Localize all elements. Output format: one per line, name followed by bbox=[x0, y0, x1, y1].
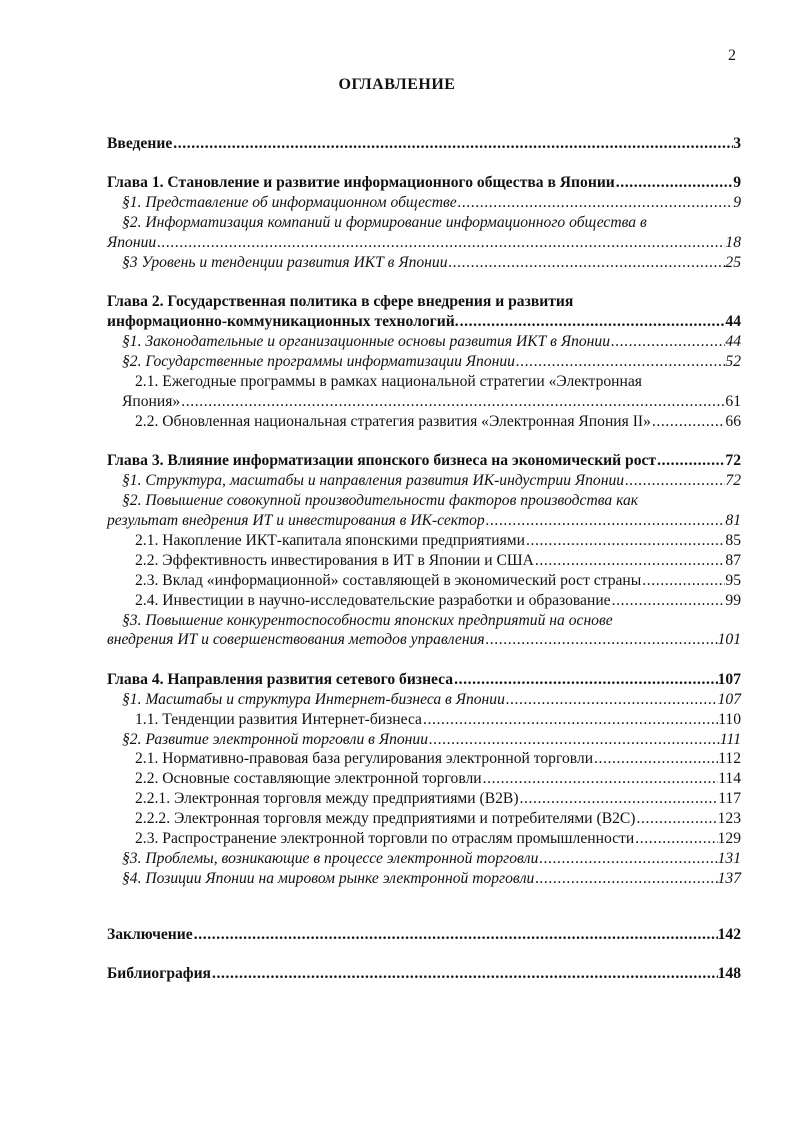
dot-leader bbox=[428, 730, 720, 750]
toc-entry-title: §3. Повышение конкурентоспособности японских предприятий на основе bbox=[122, 611, 613, 629]
toc-page-number: 52 bbox=[725, 353, 741, 371]
toc-page-number: 117 bbox=[718, 790, 741, 808]
toc-section bbox=[107, 670, 741, 889]
dot-leader bbox=[519, 789, 719, 809]
toc-page-number: 137 bbox=[717, 869, 741, 887]
toc-entry-title: внедрения ИТ и совершенствования методов управления bbox=[107, 631, 485, 649]
toc-page-number: 95 bbox=[725, 571, 741, 589]
dot-leader bbox=[482, 769, 719, 789]
toc-section bbox=[107, 292, 741, 431]
dot-leader bbox=[634, 829, 717, 849]
toc-subsection-entry[interactable] bbox=[107, 551, 741, 571]
dot-leader bbox=[453, 670, 718, 690]
dot-leader bbox=[459, 312, 726, 332]
toc-subsection-entry[interactable] bbox=[107, 412, 741, 432]
toc-subsection-entry[interactable] bbox=[107, 829, 741, 849]
toc-entry-title: информационно-коммуникационных технологий. bbox=[107, 313, 459, 331]
dot-leader bbox=[656, 451, 725, 471]
toc-entry-title: §2. Развитие электронной торговли в Японии bbox=[122, 730, 428, 748]
dot-leader bbox=[515, 352, 725, 372]
toc-section bbox=[107, 134, 741, 154]
toc-entry-title: §1. Масштабы и структура Интернет-бизнеса в Японии bbox=[122, 690, 505, 708]
toc-entry-title: Библиография bbox=[107, 965, 211, 983]
toc-entry-title: 2.2. Обновленная национальная стратегия развития «Электронная Япония II» bbox=[135, 412, 651, 430]
toc-subsection-entry[interactable] bbox=[107, 491, 741, 531]
toc-entry-title: §3. Проблемы, возникающие в процессе электронной торговли bbox=[122, 850, 539, 867]
toc-page-number: 142 bbox=[717, 925, 741, 943]
page-title: ОГЛАВЛЕНИЕ bbox=[338, 76, 456, 93]
toc-entry-title: 1.1. Тенденции развития Интернет-бизнеса bbox=[135, 710, 422, 728]
toc-chapter-entry[interactable] bbox=[107, 964, 741, 984]
toc-page-number: 44 bbox=[725, 313, 741, 331]
dot-leader bbox=[422, 710, 718, 730]
toc-page-number: 114 bbox=[718, 770, 741, 788]
toc-entry-title: §4. Позиции Японии на мировом рынке электронной торговли bbox=[122, 869, 535, 887]
toc-page-number: 72 bbox=[725, 472, 741, 490]
toc-subsection-entry[interactable] bbox=[107, 690, 741, 710]
dot-leader bbox=[193, 925, 718, 945]
table-of-contents bbox=[107, 134, 741, 1004]
toc-entry-title: 2.2.2. Электронная торговля между предприятиями и потребителями (B2C) bbox=[135, 810, 636, 828]
toc-page-number: 123 bbox=[717, 810, 741, 828]
dot-leader bbox=[457, 193, 734, 213]
toc-page-number: 111 bbox=[719, 730, 741, 748]
toc-page-number: 25 bbox=[725, 254, 741, 272]
toc-entry-title: Глава 2. Государственная политика в сфере внедрения и развития bbox=[107, 293, 574, 311]
toc-entry-title: §1. Структура, масштабы и направления развития ИК-индустрии Японии bbox=[122, 472, 625, 490]
toc-page-number: 107 bbox=[717, 690, 741, 708]
toc-page-number: 112 bbox=[718, 750, 741, 768]
toc-entry-title: §2. Повышение совокупной производительности факторов производства как bbox=[122, 492, 639, 510]
toc-subsection-entry[interactable] bbox=[107, 571, 741, 591]
toc-page-number: 110 bbox=[718, 710, 741, 728]
dot-leader bbox=[593, 749, 718, 769]
toc-subsection-entry[interactable] bbox=[107, 193, 741, 213]
toc-chapter-entry[interactable] bbox=[107, 670, 741, 690]
toc-section bbox=[107, 173, 741, 273]
toc-entry-title: 2.2. Эффективность инвестирования в ИТ в Японии и США bbox=[135, 551, 534, 569]
toc-page-number: 44 bbox=[725, 333, 741, 351]
toc-chapter-entry[interactable] bbox=[107, 925, 741, 945]
toc-entry-title: 2.3. Вклад «информационной» составляющей в экономический рост страны bbox=[135, 571, 642, 589]
toc-page-number: 3 bbox=[733, 135, 741, 152]
toc-section bbox=[107, 964, 741, 984]
toc-subsection-entry[interactable] bbox=[107, 730, 741, 750]
dot-leader bbox=[636, 809, 718, 829]
dot-leader bbox=[615, 173, 733, 193]
toc-section bbox=[107, 925, 741, 945]
toc-subsection-entry[interactable] bbox=[107, 471, 741, 491]
toc-page-number: 66 bbox=[725, 412, 741, 430]
toc-subsection-entry[interactable] bbox=[107, 809, 741, 829]
toc-entry-title: Глава 4. Направления развития сетевого бизнеса bbox=[107, 670, 454, 688]
toc-entry-title: §2. Государственные программы информатизации Японии bbox=[122, 353, 515, 371]
dot-leader bbox=[180, 392, 725, 412]
toc-page-number: 129 bbox=[717, 830, 741, 848]
toc-subsection-entry[interactable] bbox=[107, 332, 741, 352]
toc-entry-title: 2.2.1. Электронная торговля между предприятиями (B2B) bbox=[135, 790, 519, 808]
toc-entry-title: 2.1. Накопление ИКТ-капитала японскими предприятиями bbox=[135, 531, 526, 549]
toc-subsection-entry[interactable] bbox=[107, 352, 741, 372]
toc-subsection-entry[interactable] bbox=[107, 749, 741, 769]
toc-chapter-entry[interactable] bbox=[107, 134, 741, 154]
toc-entry-title: Глава 3. Влияние информатизации японского бизнеса на экономический рост bbox=[107, 452, 657, 470]
dot-leader bbox=[624, 471, 725, 491]
toc-entry-title: 2.4. Инвестиции в научно-исследовательские разработки и образование bbox=[135, 591, 611, 609]
toc-subsection-entry[interactable] bbox=[107, 710, 741, 730]
toc-page-number: 87 bbox=[725, 551, 741, 569]
toc-page-number: 85 bbox=[725, 531, 741, 549]
toc-page-number: 101 bbox=[717, 631, 741, 649]
toc-entry-title: 2.2. Основные составляющие электронной торговли bbox=[135, 770, 482, 788]
toc-entry-title: §3 Уровень и тенденции развития ИКТ в Японии bbox=[122, 254, 448, 272]
dot-leader bbox=[525, 531, 725, 551]
toc-subsection-entry[interactable] bbox=[107, 789, 741, 809]
dot-leader bbox=[610, 332, 725, 352]
page-number: 2 bbox=[728, 47, 736, 64]
dot-leader bbox=[172, 134, 733, 154]
toc-page-number: 148 bbox=[717, 965, 741, 983]
toc-subsection-entry[interactable] bbox=[107, 591, 741, 611]
dot-leader bbox=[651, 412, 726, 432]
dot-leader bbox=[505, 690, 718, 710]
toc-subsection-entry[interactable] bbox=[107, 769, 741, 789]
dot-leader bbox=[156, 233, 725, 253]
toc-entry-title: §1. Представление об информационном обществе bbox=[122, 194, 457, 212]
toc-subsection-entry[interactable] bbox=[107, 253, 741, 273]
toc-chapter-entry[interactable] bbox=[107, 451, 741, 471]
toc-chapter-entry[interactable] bbox=[107, 292, 741, 332]
toc-entry-title: Японии bbox=[107, 234, 157, 252]
toc-entry-title: §2. Информатизация компаний и формирование информационного общества в bbox=[122, 214, 647, 232]
toc-page-number: 61 bbox=[725, 392, 741, 410]
toc-entry-title: Введение bbox=[107, 135, 173, 152]
dot-leader bbox=[211, 964, 718, 984]
dot-leader bbox=[641, 571, 725, 591]
toc-page-number: 18 bbox=[725, 234, 741, 252]
dot-leader bbox=[485, 511, 726, 531]
toc-page-number: 107 bbox=[717, 670, 741, 688]
dot-leader bbox=[448, 253, 726, 273]
toc-page-number: 131 bbox=[717, 850, 741, 867]
toc-page-number: 81 bbox=[725, 512, 741, 529]
toc-page-number: 9 bbox=[733, 194, 741, 212]
toc-subsection-entry[interactable] bbox=[107, 372, 741, 412]
toc-entry-title: 2.1. Ежегодные программы в рамках национальной стратегии «Электронная bbox=[135, 373, 642, 391]
dot-leader bbox=[485, 630, 718, 650]
toc-section bbox=[107, 451, 741, 650]
dot-leader bbox=[534, 551, 726, 571]
toc-page-number: 99 bbox=[725, 591, 741, 609]
dot-leader bbox=[534, 869, 717, 889]
toc-entry-title: результат внедрения ИТ и инвестирования в ИК-сектор bbox=[107, 512, 485, 529]
toc-entry-title: 2.3. Распространение электронной торговли по отраслям промышленности bbox=[135, 830, 635, 848]
dot-leader bbox=[538, 849, 717, 869]
toc-entry-title: 2.1. Нормативно-правовая база регулирования электронной торговли bbox=[135, 750, 594, 768]
toc-page-number: 72 bbox=[725, 452, 741, 470]
toc-subsection-entry[interactable] bbox=[107, 213, 741, 253]
toc-entry-title: §1. Законодательные и организационные основы развития ИКТ в Японии bbox=[122, 333, 611, 351]
toc-entry-title: Заключение bbox=[107, 925, 193, 943]
toc-subsection-entry[interactable] bbox=[107, 849, 741, 869]
toc-subsection-entry[interactable] bbox=[107, 531, 741, 551]
toc-subsection-entry[interactable] bbox=[107, 869, 741, 889]
toc-page-number: 9 bbox=[733, 174, 741, 192]
dot-leader bbox=[611, 591, 726, 611]
toc-entry-title: Глава 1. Становление и развитие информационного общества в Японии bbox=[107, 174, 615, 192]
toc-subsection-entry[interactable] bbox=[107, 611, 741, 651]
toc-chapter-entry[interactable] bbox=[107, 173, 741, 193]
toc-entry-title: Япония» bbox=[122, 392, 181, 410]
